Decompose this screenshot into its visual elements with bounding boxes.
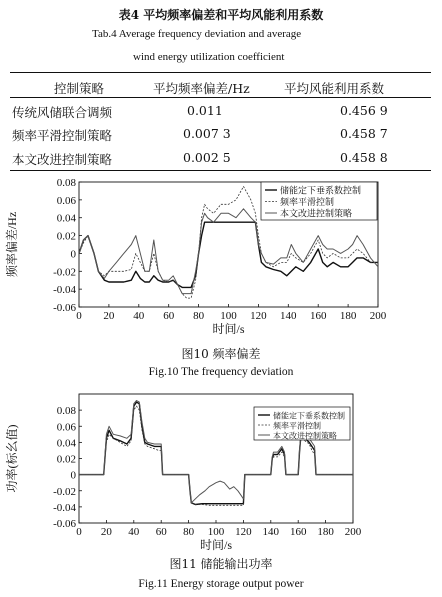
- table-cell-strategy: 频率平滑控制策略: [12, 128, 113, 143]
- fig11-legend-label: 本文改进控制策略: [273, 431, 337, 441]
- fig11-x-tick-label: 140: [262, 526, 280, 538]
- fig10-caption-cn: 图10 频率偏差: [181, 347, 261, 361]
- fig11-y-tick-label: 0.08: [56, 405, 76, 418]
- fig10-x-tick-label: 20: [103, 310, 115, 322]
- fig11-x-tick-label: 200: [344, 526, 362, 538]
- fig10-x-tick-label: 120: [250, 310, 267, 322]
- fig11-y-tick-label: 0: [70, 469, 76, 482]
- fig10-x-tick-label: 40: [133, 310, 145, 322]
- fig11-x-tick-label: 80: [183, 526, 195, 538]
- table-cell-wind-coef: 0.458 8: [340, 150, 388, 165]
- fig11-x-axis-label: 时间/s: [199, 538, 233, 552]
- fig10-legend-label: 频率平滑控制: [280, 197, 335, 207]
- fig10-x-tick-label: 180: [339, 310, 357, 322]
- table-cell-wind-coef: 0.458 7: [340, 126, 388, 141]
- fig10-x-tick-label: 0: [76, 310, 82, 322]
- fig10-y-tick-label: -0.06: [53, 302, 76, 314]
- frequency-deviation-chart: [0, 172, 442, 338]
- fig10-y-tick-label: 0.02: [56, 230, 76, 243]
- fig10-x-tick-label: 140: [280, 310, 297, 322]
- fig11-y-tick-label: 0.02: [56, 453, 76, 466]
- fig10-x-axis-label: 时间/s: [212, 322, 245, 336]
- table-header-rule: [10, 97, 431, 98]
- fig10-y-axis-label: 频率偏差/Hz: [5, 211, 19, 278]
- table-title-cn: 表4 平均频率偏差和平均风能利用系数: [118, 8, 324, 22]
- fig11-x-tick-label: 120: [235, 526, 252, 538]
- fig10-x-tick-label: 60: [163, 310, 175, 322]
- fig10-y-tick-label: -0.04: [53, 284, 76, 297]
- table-cell-wind-coef: 0.456 9: [340, 103, 388, 118]
- table-cell-strategy: 本文改进控制策略: [12, 152, 113, 167]
- fig11-caption-cn: 图11 储能输出功率: [169, 557, 273, 571]
- table-cell-freq-dev: 0.011: [187, 103, 223, 118]
- fig11-caption-en: Fig.11 Energy storage output power: [138, 578, 304, 590]
- fig11-x-tick-label: 0: [76, 526, 82, 538]
- fig11-x-tick-label: 160: [289, 526, 307, 538]
- fig11-legend: [254, 407, 350, 441]
- fig11-y-tick-label: -0.02: [53, 485, 76, 498]
- fig11-legend-label: 频率平滑控制: [273, 421, 321, 431]
- fig11-y-tick-label: 0.06: [56, 421, 76, 434]
- table-cell-freq-dev: 0.007 3: [183, 126, 231, 141]
- fig11-x-tick-label: 40: [128, 526, 140, 538]
- table-header-wind-coef: 平均风能利用系数: [284, 81, 385, 96]
- fig11-y-tick-label: -0.06: [53, 518, 76, 530]
- fig10-x-tick-label: 80: [193, 310, 205, 322]
- fig10-x-tick-label: 200: [369, 310, 387, 322]
- fig10-y-tick-label: -0.02: [53, 266, 76, 279]
- fig11-x-tick-label: 100: [207, 526, 225, 538]
- storage-power-chart: [0, 388, 442, 556]
- fig10-y-tick-label: 0.08: [56, 177, 76, 189]
- fig11-x-tick-label: 60: [155, 526, 167, 538]
- table-title-en-line2: wind energy utilization coefficient: [133, 51, 285, 63]
- fig10-series-line-1: [79, 222, 378, 287]
- fig10-legend-label: 储能定下垂系数控制: [280, 185, 362, 196]
- fig11-x-tick-label: 180: [317, 526, 334, 538]
- table-bottom-rule: [10, 170, 431, 171]
- fig11-y-tick-label: 0.04: [56, 437, 76, 450]
- fig10-legend: [261, 182, 377, 220]
- fig10-y-tick-label: 0.04: [56, 212, 76, 225]
- fig10-legend-label: 本文改进控制策略: [280, 208, 353, 219]
- fig10-caption-en: Fig.10 The frequency deviation: [148, 366, 294, 378]
- fig10-y-tick-label: 0: [70, 248, 76, 261]
- fig10-y-tick-label: 0.06: [56, 194, 76, 207]
- table-cell-freq-dev: 0.002 5: [183, 150, 231, 165]
- table-cell-strategy: 传统风储联合调频: [12, 105, 113, 120]
- table-top-rule: [10, 72, 431, 73]
- fig11-legend-label: 储能定下垂系数控制: [273, 411, 345, 421]
- fig11-y-tick-label: -0.04: [53, 501, 76, 514]
- table-header-freq-dev: 平均频率偏差/Hz: [153, 81, 250, 96]
- table-title-en-line1: Tab.4 Average frequency deviation and average: [92, 28, 302, 40]
- fig11-y-axis-label: 功率(标幺值): [5, 424, 19, 493]
- fig11-x-tick-label: 20: [100, 526, 112, 538]
- fig10-x-tick-label: 100: [220, 310, 237, 322]
- fig10-x-tick-label: 160: [309, 310, 327, 322]
- table-header-strategy: 控制策略: [54, 81, 105, 96]
